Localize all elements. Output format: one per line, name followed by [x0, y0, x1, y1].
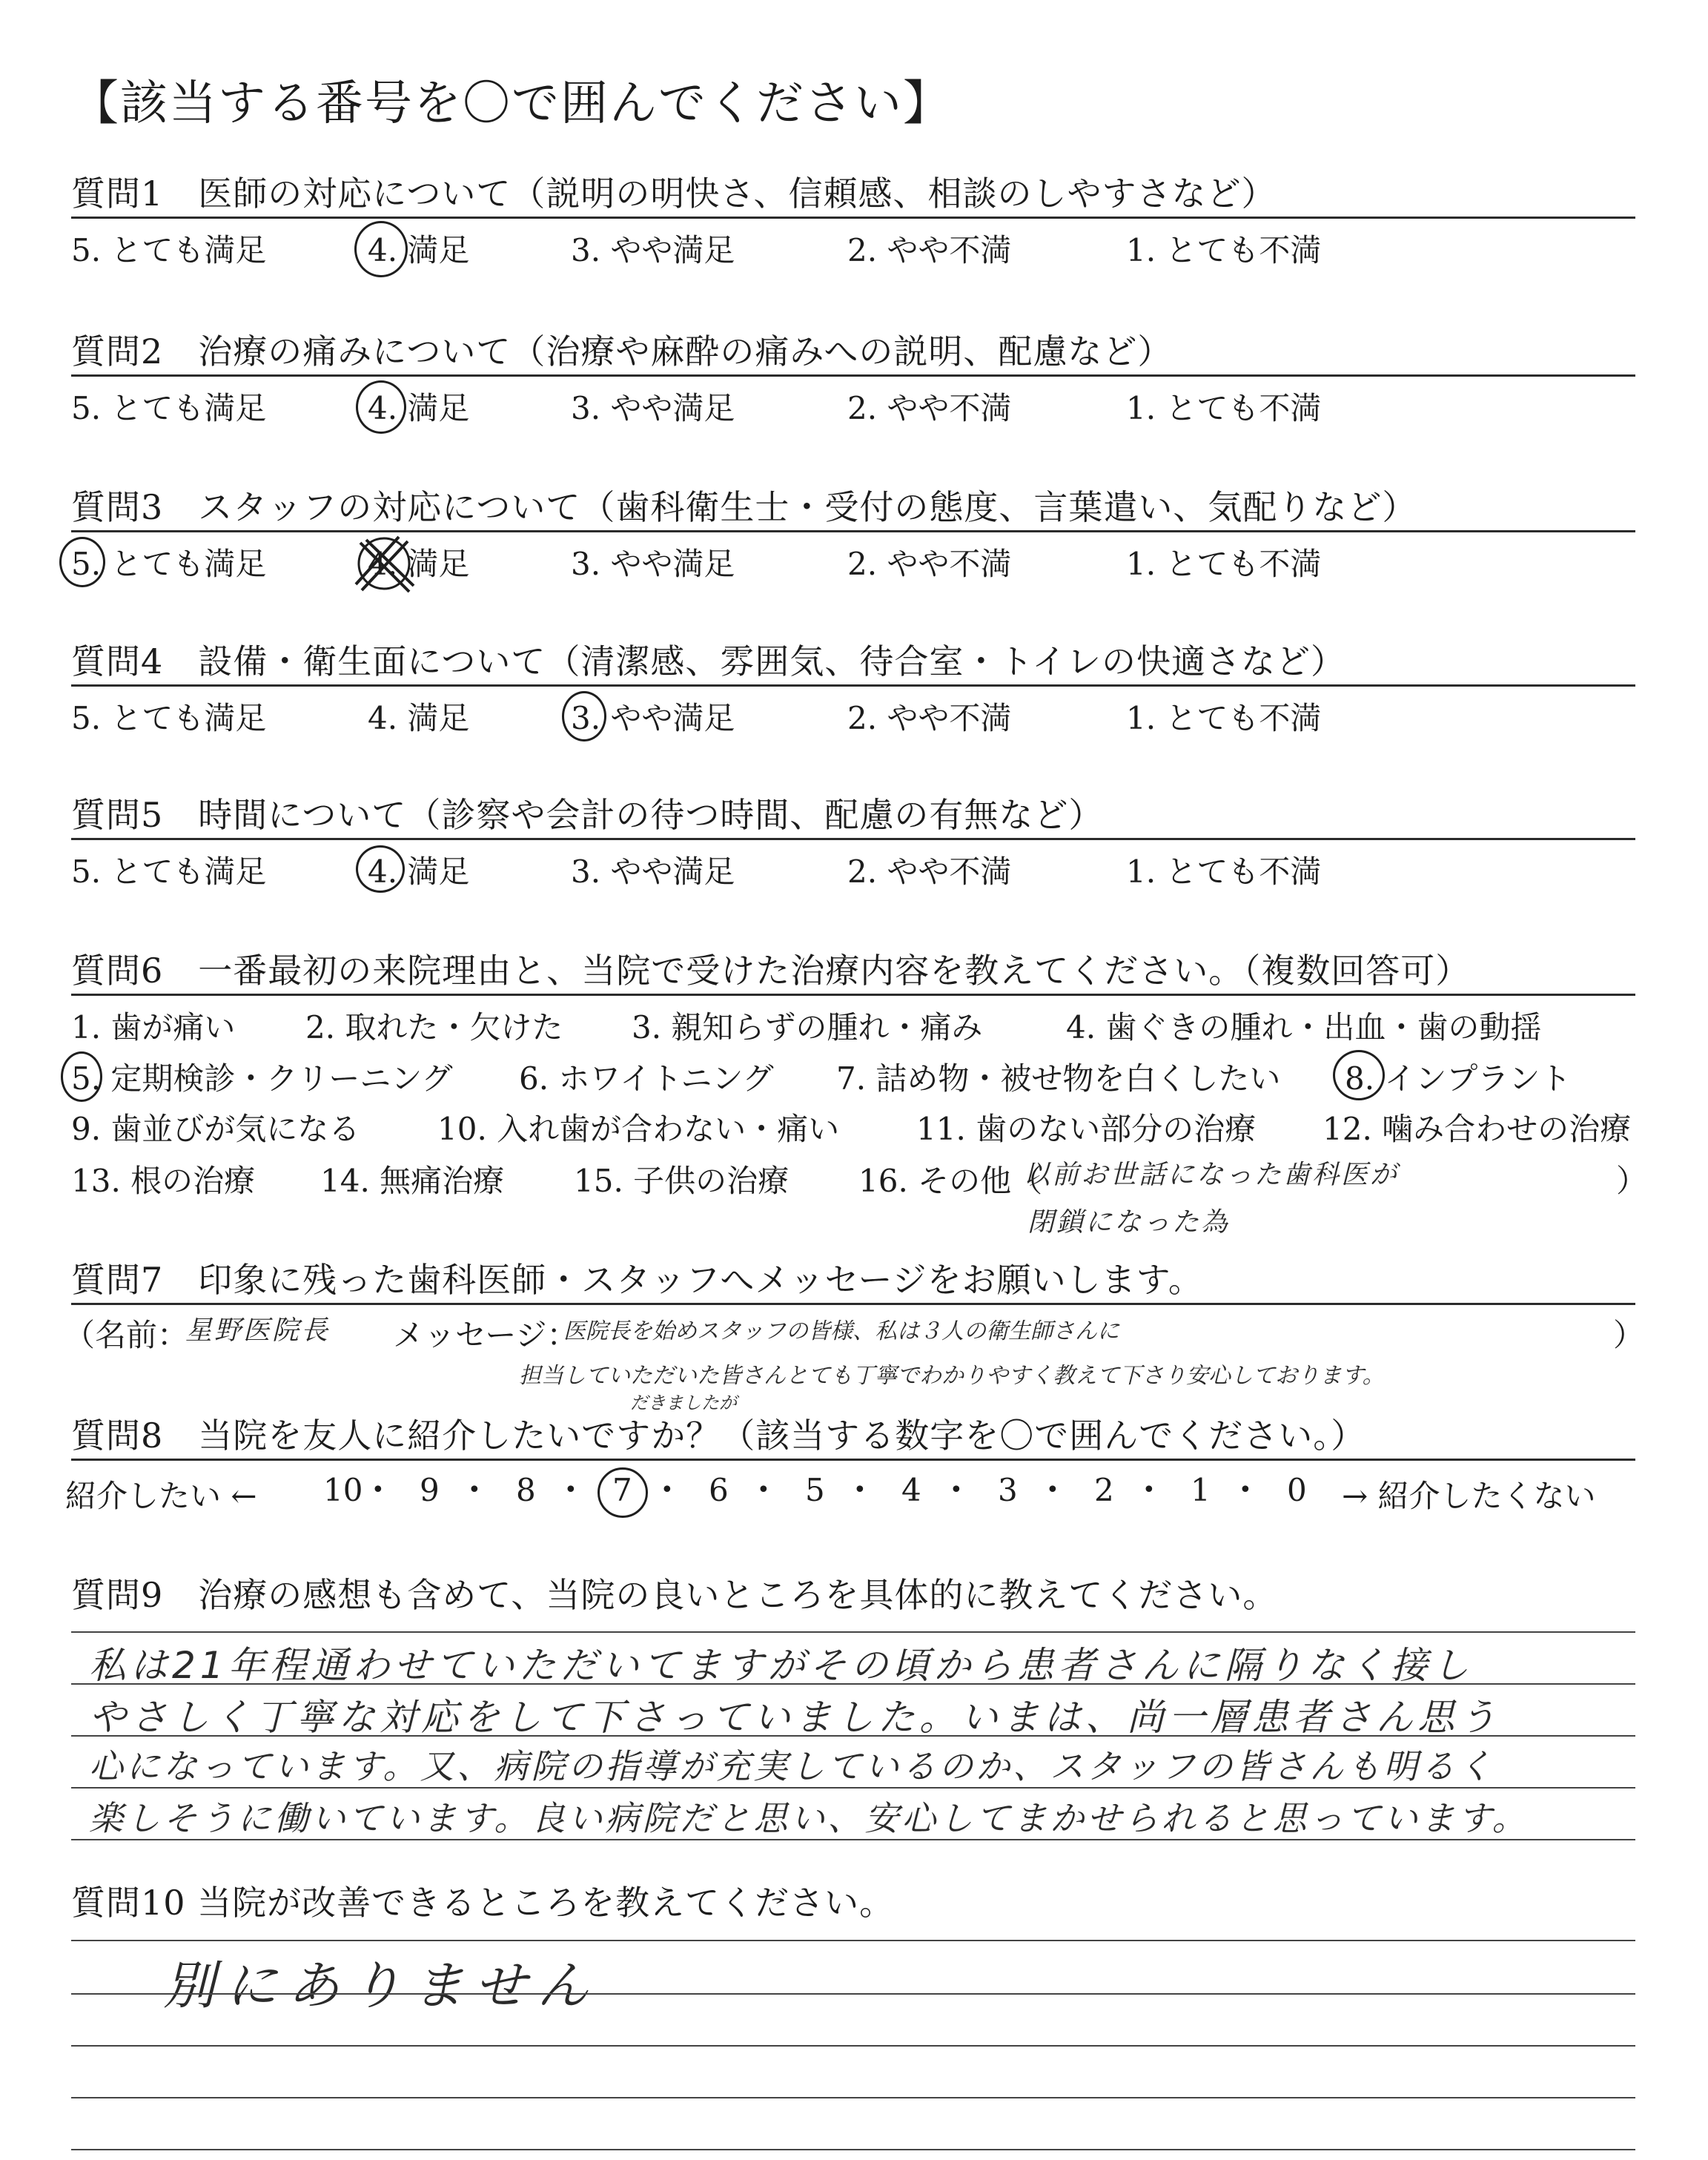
question-3-rule: [71, 530, 1635, 532]
q3-cross-out-mark: [347, 528, 421, 602]
q10-line-3: [71, 2045, 1635, 2047]
q8-scale-value-1[interactable]: 1: [1191, 1472, 1211, 1508]
q9-answer-line-1[interactable]: 私は21年程通わせていただいてますがその頃から患者さんに隔りなく接し: [89, 1644, 1474, 1687]
q8-scale-separator: •: [1142, 1477, 1156, 1503]
q4-option-1[interactable]: 1. とても不満: [1126, 700, 1322, 736]
q6-item-6[interactable]: 6. ホワイトニング: [519, 1060, 774, 1097]
question-8-rule: [71, 1459, 1635, 1461]
question-2-label: 質問2 治療の痛みについて（治療や麻酔の痛みへの説明、配慮など）: [71, 331, 1173, 371]
q6-selected-circle-5: [61, 1051, 102, 1102]
q6-item-8[interactable]: 8. インプラント: [1345, 1060, 1572, 1097]
q8-scale-separator: •: [371, 1477, 385, 1503]
q4-option-3[interactable]: 3. やや満足: [571, 700, 735, 736]
question-7-label: 質問7 印象に残った歯科医師・スタッフへメッセージをお願いします。: [71, 1260, 1203, 1300]
q9-line-3: [71, 1787, 1635, 1789]
q7-name-value[interactable]: 星野医院長: [185, 1315, 331, 1346]
q6-other-close: ）: [1616, 1163, 1648, 1199]
q6-item-9[interactable]: 9. 歯並びが気になる: [71, 1111, 360, 1147]
q1-option-1[interactable]: 1. とても不満: [1126, 232, 1322, 268]
q3-option-5[interactable]: 5. とても満足: [71, 546, 267, 582]
q7-message-line2[interactable]: 担当していただいた皆さんとても丁寧でわかりやすく教えて下さり安心しております。: [519, 1363, 1385, 1389]
q8-scale-value-2[interactable]: 2: [1094, 1472, 1114, 1508]
q6-item-5[interactable]: 5. 定期検診・クリーニング: [71, 1060, 453, 1097]
question-2-rule: [71, 374, 1635, 377]
q6-other-text-line2[interactable]: 閉鎖になった為: [1027, 1207, 1231, 1238]
q3-option-3[interactable]: 3. やや満足: [571, 546, 735, 582]
q4-option-5[interactable]: 5. とても満足: [71, 700, 267, 736]
q8-scale-value-3[interactable]: 3: [998, 1472, 1018, 1508]
q8-scale-value-6[interactable]: 6: [709, 1472, 729, 1508]
q6-item-11[interactable]: 11. 歯のない部分の治療: [916, 1111, 1257, 1147]
q4-option-4[interactable]: 4. 満足: [368, 700, 470, 736]
q8-scale-value-5[interactable]: 5: [805, 1472, 825, 1508]
q10-line-4: [71, 2097, 1635, 2098]
q5-option-4[interactable]: 4. 満足: [368, 853, 470, 890]
q9-line-4: [71, 1839, 1635, 1840]
q6-item-7[interactable]: 7. 詰め物・被せ物を白くしたい: [836, 1060, 1281, 1097]
q9-answer-line-4[interactable]: 楽しそうに働いています。良い病院だと思い、安心してまかせられると思っています。: [89, 1798, 1529, 1838]
q10-line-5: [71, 2149, 1635, 2150]
q8-scale-separator: •: [468, 1477, 481, 1503]
question-10-label: 質問10 当院が改善できるところを教えてください。: [71, 1883, 895, 1923]
q1-option-5[interactable]: 5. とても満足: [71, 232, 267, 268]
q6-item-15[interactable]: 15. 子供の治療: [574, 1163, 790, 1199]
question-5-label: 質問5 時間について（診察や会計の待つ時間、配慮の有無など）: [71, 795, 1104, 835]
page-title: 【該当する番号を〇で囲んでください】: [71, 76, 952, 131]
q8-selected-circle: [598, 1467, 648, 1518]
q5-selected-circle: [356, 845, 405, 893]
q5-option-3[interactable]: 3. やや満足: [571, 853, 735, 890]
q7-message-insert[interactable]: だきましたが: [630, 1393, 737, 1413]
q1-option-4[interactable]: 4. 満足: [368, 232, 470, 268]
q8-scale-separator: •: [1239, 1477, 1252, 1503]
question-8-label: 質問8 当院を友人に紹介したいですか？（該当する数字を〇で囲んでください。）: [71, 1416, 1366, 1456]
question-4-rule: [71, 684, 1635, 687]
q2-selected-circle: [356, 380, 406, 434]
q7-message-line1[interactable]: 医院長を始めスタッフの皆様、私は３人の衛生師さんに: [563, 1318, 1119, 1344]
q2-option-1[interactable]: 1. とても不満: [1126, 390, 1322, 426]
q8-right-label: → 紹介したくない: [1342, 1478, 1596, 1514]
q3-option-1[interactable]: 1. とても不満: [1126, 546, 1322, 582]
q8-scale-separator: •: [757, 1477, 770, 1503]
q7-name-label: （名前：: [64, 1317, 189, 1353]
question-9-label: 質問9 治療の感想も含めて、当院の良いところを具体的に教えてください。: [71, 1575, 1278, 1615]
q8-scale-separator: •: [950, 1477, 963, 1503]
q9-line-2: [71, 1735, 1635, 1737]
q2-option-5[interactable]: 5. とても満足: [71, 390, 267, 426]
q2-option-3[interactable]: 3. やや満足: [571, 390, 735, 426]
q6-item-16[interactable]: 16. その他（: [858, 1163, 1043, 1199]
q9-line-1: [71, 1683, 1635, 1685]
q6-selected-circle-8: [1333, 1050, 1385, 1100]
q4-option-2[interactable]: 2. やや不満: [847, 700, 1012, 736]
q3-selected-circle: [59, 537, 105, 587]
q1-option-3[interactable]: 3. やや満足: [571, 232, 735, 268]
q9-line-top: [71, 1631, 1635, 1633]
question-6-label: 質問6 一番最初の来院理由と、当院で受けた治療内容を教えてください。（複数回答可）: [71, 951, 1471, 991]
q6-item-2[interactable]: 2. 取れた・欠けた: [305, 1009, 563, 1046]
q4-selected-circle: [562, 691, 606, 742]
q6-item-13[interactable]: 13. 根の治療: [71, 1163, 256, 1199]
q10-line-2: [71, 1993, 1635, 1995]
q3-option-2[interactable]: 2. やや不満: [847, 546, 1012, 582]
q8-scale-separator: •: [1046, 1477, 1059, 1503]
q8-scale-value-4[interactable]: 4: [901, 1472, 921, 1508]
q8-left-label: 紹介したい ←: [65, 1478, 257, 1514]
q5-option-1[interactable]: 1. とても不満: [1126, 853, 1322, 890]
q2-option-2[interactable]: 2. やや不満: [847, 390, 1012, 426]
q8-scale-separator: •: [661, 1477, 674, 1503]
q2-option-4[interactable]: 4. 満足: [368, 390, 470, 426]
q8-scale-value-8[interactable]: 8: [516, 1472, 536, 1508]
question-1-label: 質問1 医師の対応について（説明の明快さ、信頼感、相談のしやすさなど）: [71, 174, 1277, 214]
question-7-rule: [71, 1303, 1635, 1305]
q1-selected-circle: [354, 221, 408, 277]
q8-scale-value-9[interactable]: 9: [420, 1472, 440, 1508]
q6-item-10[interactable]: 10. 入れ歯が合わない・痛い: [437, 1111, 840, 1147]
q6-other-text-line1[interactable]: 以前お世話になった歯科医が: [1023, 1160, 1400, 1190]
q6-item-3[interactable]: 3. 親知らずの腫れ・痛み: [632, 1009, 983, 1046]
q1-option-2[interactable]: 2. やや不満: [847, 232, 1012, 268]
q5-option-2[interactable]: 2. やや不満: [847, 853, 1012, 890]
q6-item-4[interactable]: 4. 歯ぐきの腫れ・出血・歯の動揺: [1066, 1009, 1542, 1046]
q10-answer[interactable]: 別にありません: [163, 1955, 599, 2016]
question-4-label: 質問4 設備・衛生面について（清潔感、雰囲気、待合室・トイレの快適さなど）: [71, 641, 1346, 681]
q8-scale-separator: •: [853, 1477, 867, 1503]
q8-scale-value-0[interactable]: 0: [1287, 1472, 1307, 1508]
q6-item-14[interactable]: 14. 無痛治療: [320, 1163, 505, 1199]
question-5-rule: [71, 838, 1635, 840]
q6-item-1[interactable]: 1. 歯が痛い: [71, 1009, 236, 1046]
q7-message-label: メッセージ：: [393, 1317, 578, 1353]
q8-scale-value-7[interactable]: 7: [612, 1472, 632, 1508]
q7-message-close: ）: [1613, 1317, 1645, 1353]
q6-item-12[interactable]: 12. 噛み合わせの治療: [1323, 1111, 1632, 1147]
question-6-rule: [71, 994, 1635, 996]
q3-option-4[interactable]: 4. 満足: [368, 546, 470, 582]
q8-scale-separator: •: [564, 1477, 577, 1503]
question-1-rule: [71, 217, 1635, 219]
q10-line-1: [71, 1940, 1635, 1941]
q8-scale-value-10[interactable]: 10: [323, 1472, 363, 1508]
q9-answer-line-2[interactable]: やさしく丁寧な対応をして下さっていました。いまは、尚一層患者さん思う: [89, 1696, 1500, 1739]
question-3-label: 質問3 スタッフの対応について（歯科衛生士・受付の態度、言葉遣い、気配りなど）: [71, 487, 1417, 527]
q5-option-5[interactable]: 5. とても満足: [71, 853, 267, 890]
q9-answer-line-3[interactable]: 心になっています。又、病院の指導が充実しているのか、スタッフの皆さんも明るく: [89, 1746, 1495, 1786]
